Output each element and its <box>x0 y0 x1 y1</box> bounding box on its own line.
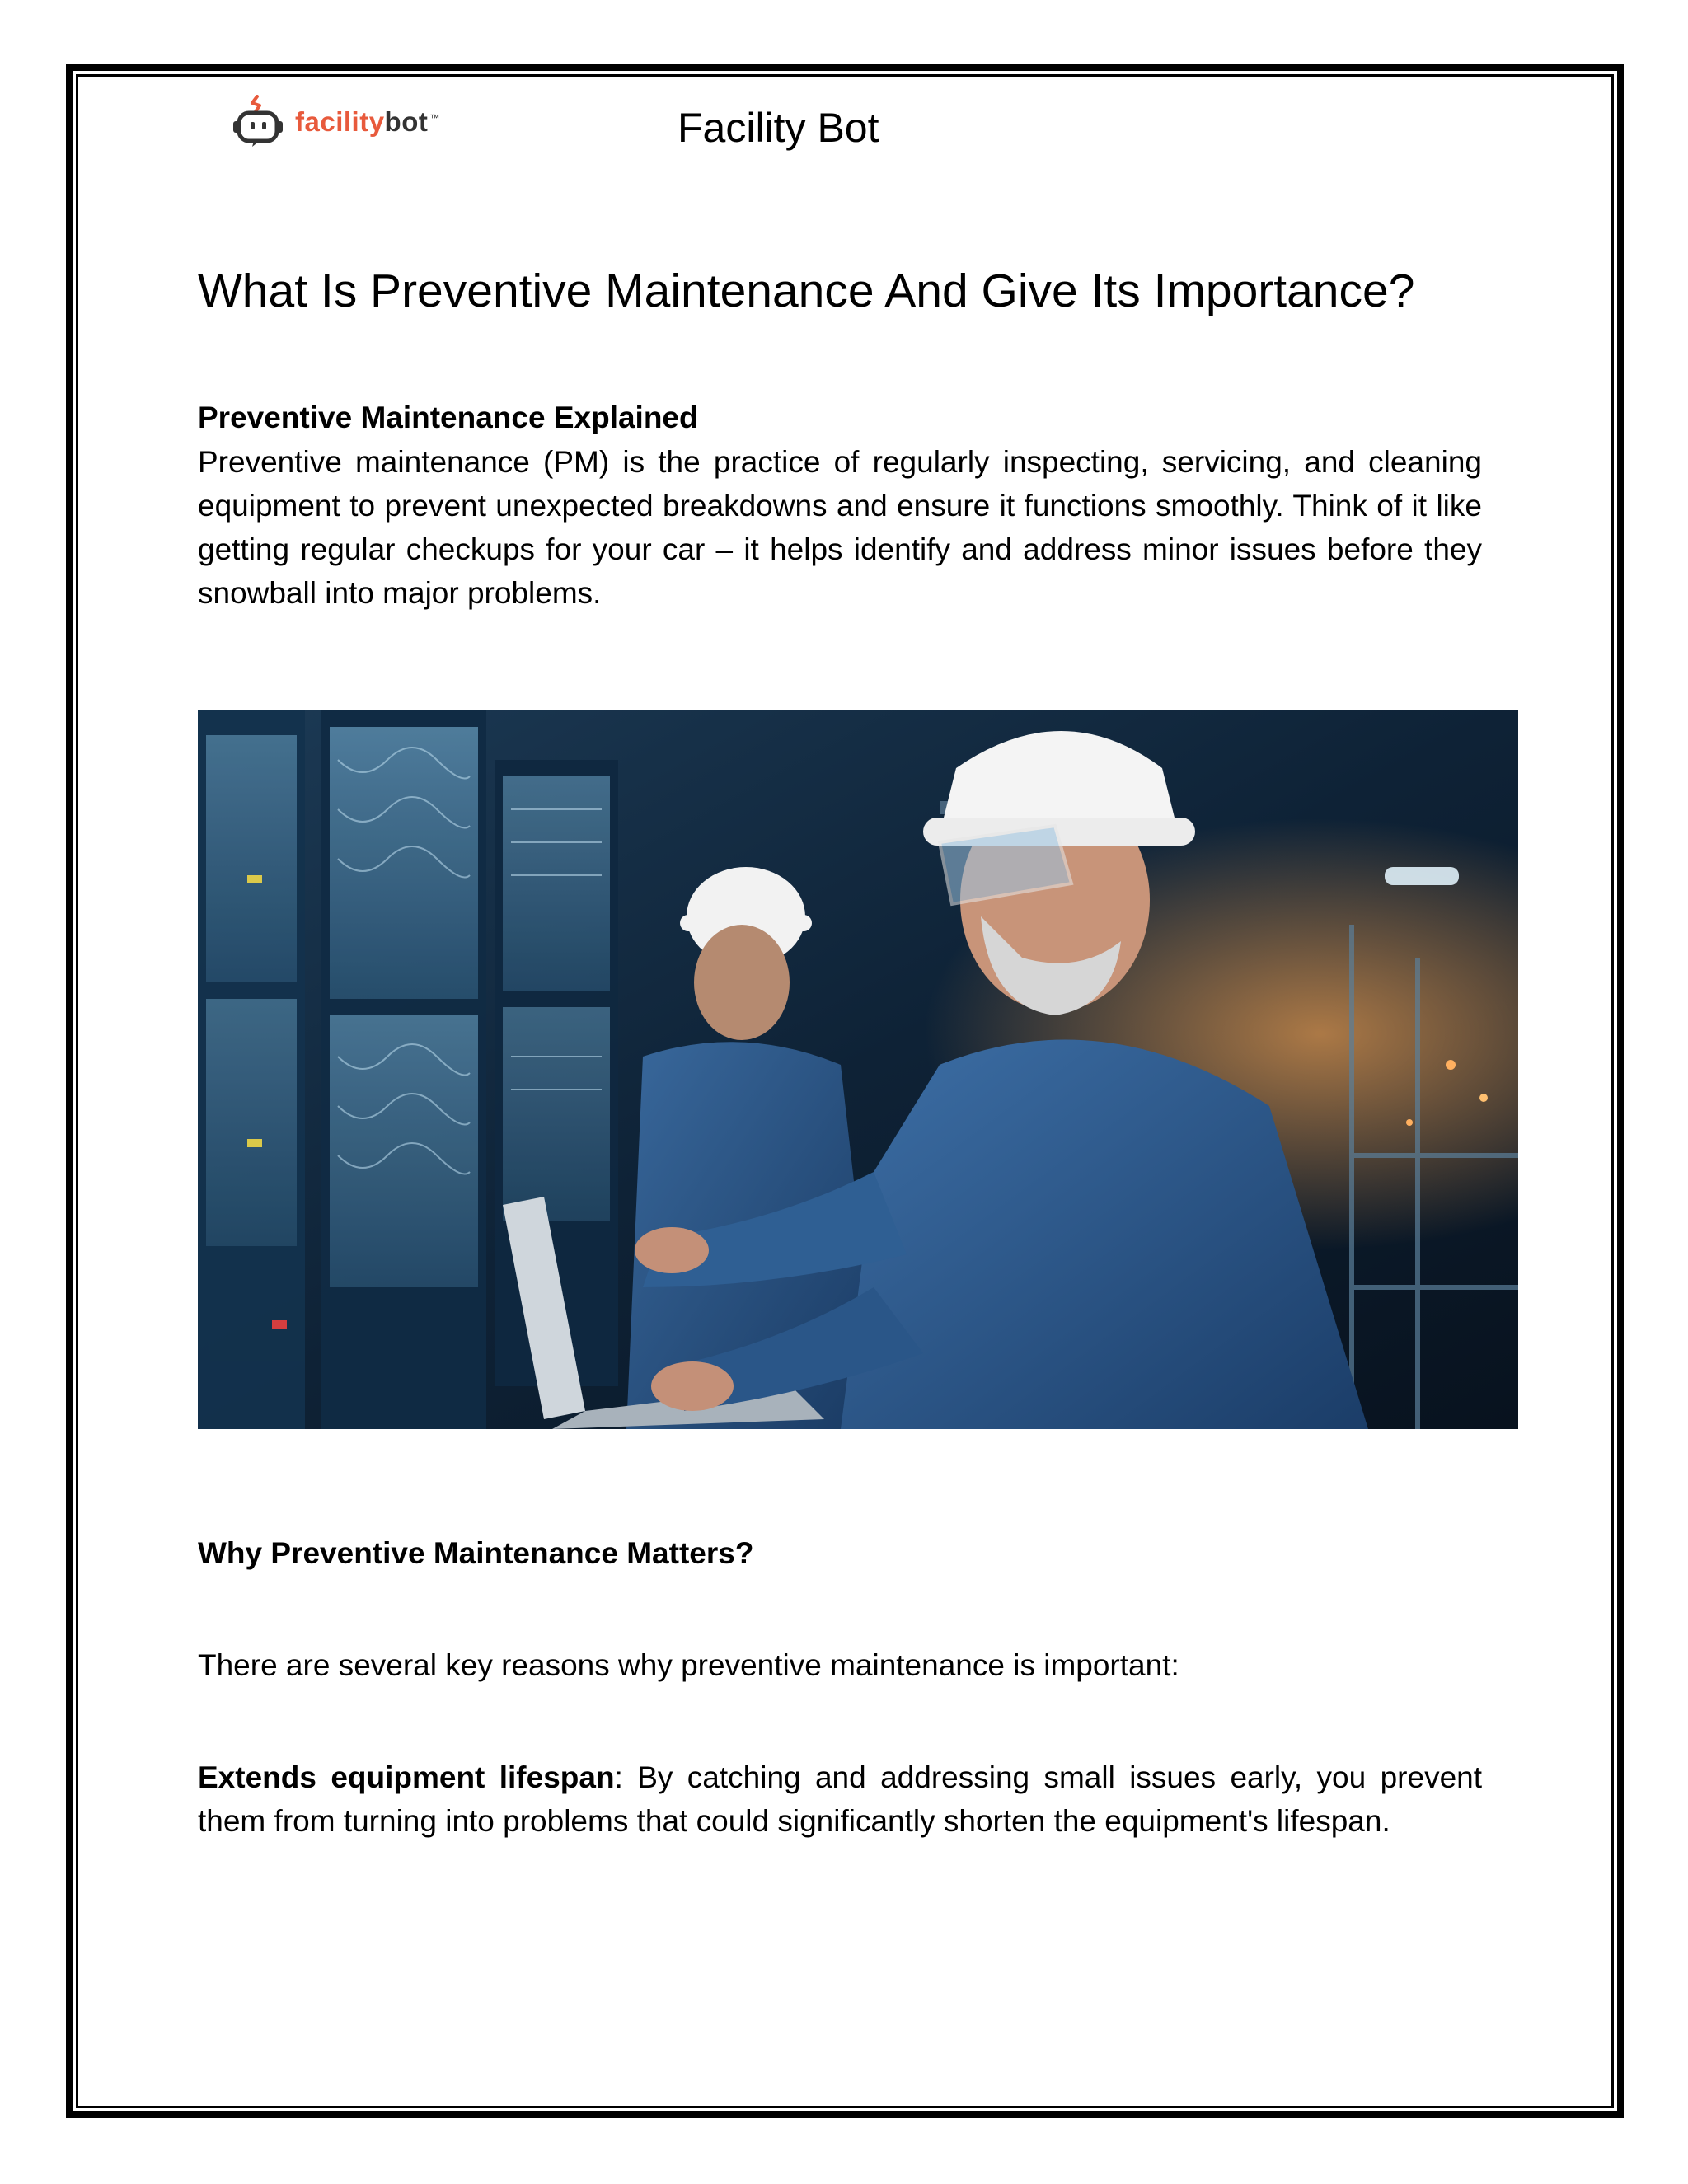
section-heading-why: Why Preventive Maintenance Matters? <box>198 1536 754 1570</box>
logo-trademark: ™ <box>429 111 440 124</box>
body-extends-lifespan: : By catching and addressing small issues early, you prevent them from turning into problems that could significantly shorten the equipment's lifespan. <box>198 1760 1482 1838</box>
hero-image-engineers <box>198 710 1518 1429</box>
page-title: What Is Preventive Maintenance And Give Its Importance? <box>198 265 1415 317</box>
paragraph-intro: There are several key reasons why preventive maintenance is important: <box>198 1648 1179 1682</box>
term-extends-lifespan: Extends equipment lifespan <box>198 1760 615 1794</box>
logo-word-facility: facility <box>295 105 385 137</box>
logo-wordmark <box>295 105 440 137</box>
section-heading-explained: Preventive Maintenance Explained <box>198 401 698 434</box>
facilitybot-logo <box>232 92 440 150</box>
paragraph-extends-lifespan <box>198 1755 1482 1843</box>
header-title: Facility Bot <box>678 105 879 151</box>
logo-word-bot: bot <box>384 105 429 137</box>
paragraph-explained: Preventive maintenance (PM) is the practice of regularly inspecting, servicing, and cleaning equipment to prevent unexpected breakdowns and ensure it functions smoothly. Think of it like getting regular checkups for your car – it helps identify and address minor issues before they snowball into major problems. <box>198 445 1482 610</box>
robot-face-icon <box>232 95 284 148</box>
